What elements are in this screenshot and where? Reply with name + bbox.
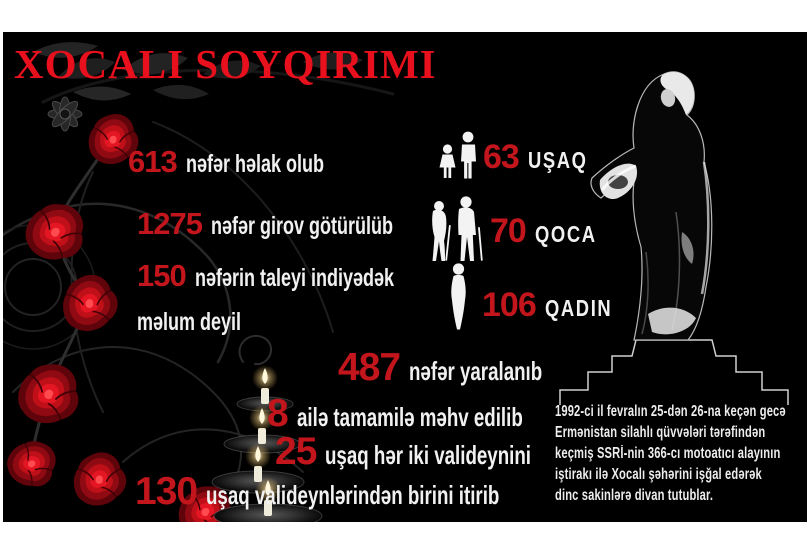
- stat-killed-label: nəfər həlak olub: [185, 150, 324, 178]
- stat-hostages-label: nəfər girov götürülüb: [210, 212, 393, 240]
- description-line: keçmiş SSRİ-nin 366-cı motoatıcı alayının: [555, 445, 781, 462]
- stat-missing-label-cont: məlum deyil: [137, 308, 242, 336]
- stat-women-label: QADIN: [544, 295, 613, 321]
- stat-families-label: ailə tamamilə məhv edilib: [296, 402, 523, 432]
- stat-children-label: UŞAQ: [527, 147, 588, 173]
- stat-wounded-label: nəfər yaralanıb: [409, 356, 543, 386]
- stat-women-number: 106: [482, 286, 536, 324]
- stat-children-lost-one-parent: [135, 470, 614, 514]
- stat-missing: [137, 258, 471, 294]
- stat-missing-number: 150: [137, 258, 186, 293]
- stat-elderly: [490, 212, 612, 251]
- stat-lost-both-number: 25: [275, 430, 317, 473]
- stat-elderly-number: 70: [490, 212, 526, 250]
- stat-lost-both-label: uşaq hər iki valideynini: [325, 440, 532, 470]
- stat-missing-label: nəfərin taleyi indiyədək: [194, 264, 394, 292]
- stat-lost-one-label: uşaq valideynlərindən birini itirib: [206, 480, 500, 510]
- daisy-flower: [48, 97, 82, 131]
- description-line: iştirakı ilə Xocalı şəhərini işğal edərək: [555, 466, 762, 483]
- event-description: [555, 401, 807, 506]
- description-line: dinc sakinlərə divan tutublar.: [555, 487, 714, 504]
- stat-hostages: [137, 206, 464, 242]
- stat-lost-one-number: 130: [135, 470, 198, 513]
- stat-wounded: [338, 346, 594, 390]
- stat-killed: [128, 144, 377, 180]
- stat-hostages-number: 1275: [137, 206, 202, 241]
- infographic-panel: [3, 32, 807, 522]
- stat-families-number: 8: [267, 392, 288, 435]
- description-line: Ermənistan silahlı qüvvələri tərəfindən: [555, 424, 766, 441]
- stat-children: [483, 138, 602, 177]
- stat-women: [482, 286, 629, 325]
- stat-children-number: 63: [483, 138, 519, 176]
- page-title: XOCALI SOYQIRIMI: [14, 41, 437, 87]
- description-line: 1992-ci il fevralın 25-dən 26-na keçən gecə: [555, 403, 786, 420]
- stat-elderly-label: QOCA: [534, 221, 597, 247]
- stat-killed-number: 613: [128, 144, 177, 179]
- stat-wounded-number: 487: [338, 346, 401, 389]
- stat-missing-label-cont-row: [137, 308, 282, 337]
- children-icon: [437, 129, 483, 180]
